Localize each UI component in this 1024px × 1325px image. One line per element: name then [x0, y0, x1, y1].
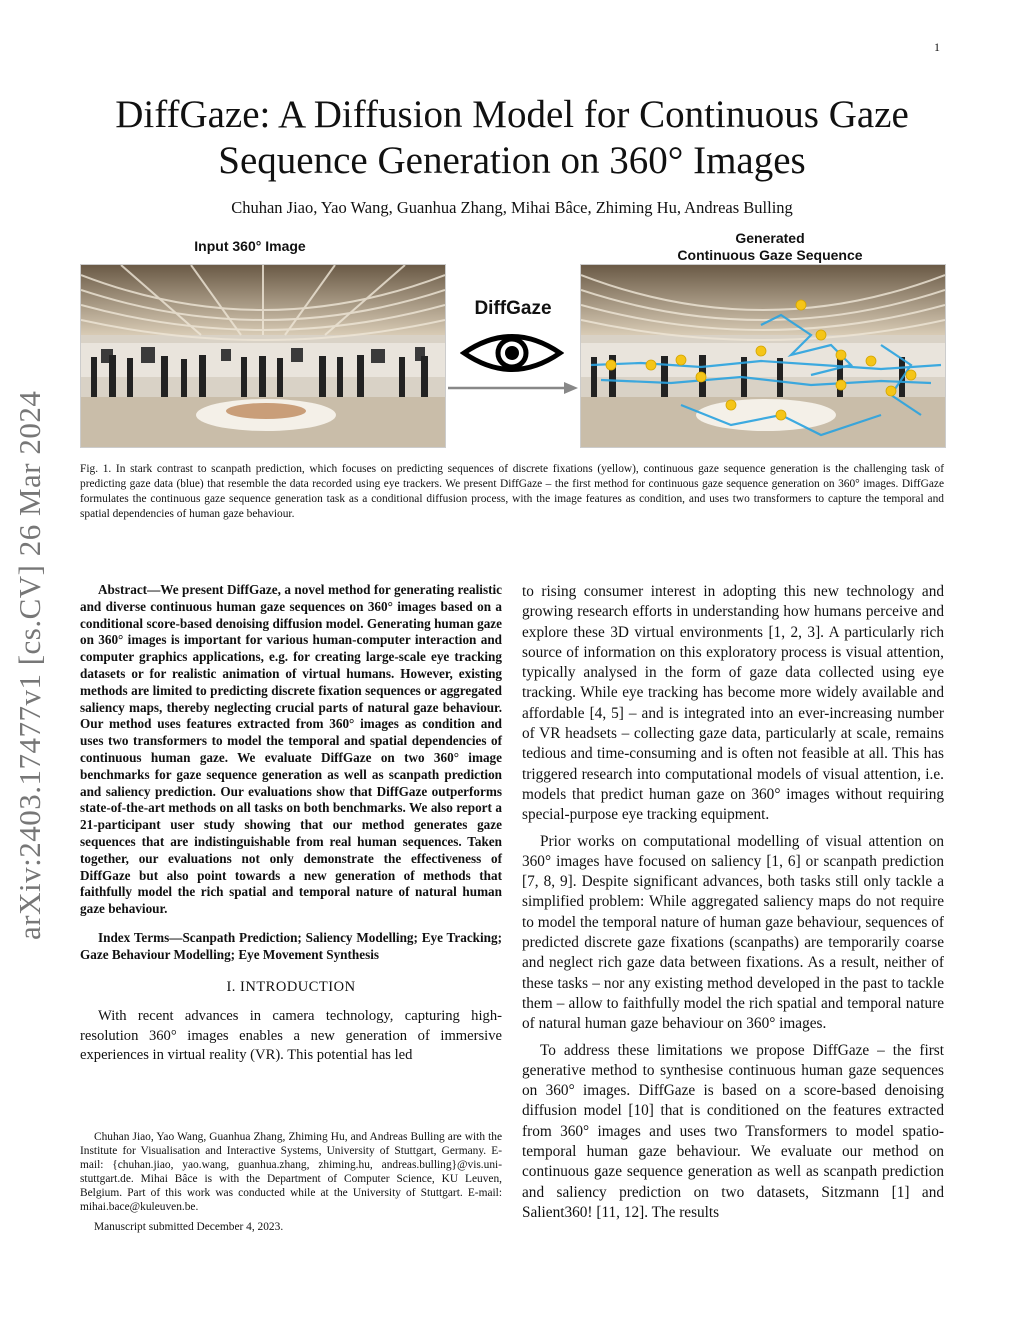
arxiv-identifier: arXiv:2403.17477v1 [cs.CV] 26 Mar 2024 [12, 390, 47, 940]
paper-title: DiffGaze: A Diffusion Model for Continuous Gaze Sequence Generation on 360° Images [115, 93, 909, 182]
eye-icon [460, 328, 564, 378]
input-label: Input 360° Image [194, 238, 306, 254]
submission-footnote: Manuscript submitted December 4, 2023. [94, 1221, 284, 1233]
abstract: Abstract—We present DiffGaze, a novel method for generating realistic and diverse continuous human gaze sequences on 360° images based on a conditional score-based denoising diffusion model. Generating human gaze on 360° images is important for various human-computer interaction and computer graphics applications, e.g. for creating large-scale eye tracking datasets or for realistic animation of virtual humans. However, existing methods are limited to predicting discrete fixation sequences or aggregated saliency maps, thereby neglecting crucial parts of natural gaze behaviour. Our method uses features extracted from 360° images as condition and uses two transformers to model the temporal and spatial dependencies of continuous human gaze. We evaluate DiffGaze on two 360° image benchmarks for gaze sequence generation as well as scanpath prediction and saliency prediction. Our evaluations show that DiffGaze outperforms state-of-the-art methods on all tasks on both benchmarks. We also report a 21-participant user study showing that our method generates gaze sequences that are indistinguishable from real human sequences. Taken together, our evaluations not only demonstrate the effectiveness of DiffGaze but also point towards a new generation of methods that faithfully model the rich spatial and temporal nature of natural human gaze behaviour. [80, 582, 502, 917]
output-panorama-image [580, 264, 946, 448]
index-terms: Index Terms—Scanpath Prediction; Saliency Modelling; Eye Tracking; Gaze Behaviour Modelling; Eye Movement Synthesis [80, 929, 502, 962]
body-paragraph-3: To address these limitations we propose DiffGaze – the first generative method to synthesise continuous human gaze sequences on 360° images. DiffGaze is based on a score-based denoising diffusion model [10] that is conditioned on the features extracted from 360° images and uses two Transformers to model spatio-temporal human gaze behaviour. We evaluate our method on continuous gaze sequence generation as well as scanpath prediction and saliency prediction on two datasets, Sitzmann [1] and Salient360! [11, 12]. The results [522, 1041, 944, 1221]
model-label: DiffGaze [474, 298, 552, 319]
author-list: Chuhan Jiao, Yao Wang, Guanhua Zhang, Mihai Bâce, Zhiming Hu, Andreas Bulling [231, 198, 793, 217]
output-label-line-1: Generated [735, 230, 805, 246]
page-number: 1 [934, 40, 940, 54]
intro-paragraph: With recent advances in camera technology, capturing high-resolution 360° images enables a new generation of immersive experiences in virtual reality (VR). This potential has led [80, 1008, 502, 1064]
output-label-line-2: Continuous Gaze Sequence [677, 247, 863, 263]
body-paragraph-2: Prior works on computational modelling of visual attention on 360° images have focused on saliency [1, 6] or scanpath prediction [7, 8, 9]. Despite significant advances, both tasks still only tackle a simplified problem: While aggregated saliency maps do not require to model the temporal nature of human gaze behaviour, sequences of predicted discrete gaze fixations (scanpaths) are temporarily coarse and neglect rich gaze data between fixations. As a result, neither of these tasks – nor any existing method developed in the past to tackle them – allow to faithfully model the rich spatial and temporal nature of natural human gaze behaviour on 360° images. [522, 832, 944, 1033]
left-column [80, 582, 502, 1072]
body-paragraph-1: to rising consumer interest in adopting this new technology and growing research efforts in understanding how humans perceive and explore these 3D virtual environments [1, 2, 3]. A particularly rich source of information on this exploratory process is visual attention, typically analysed in the form of gaze data collected using eye tracking. While eye tracking has become more widely available and affordable [4, 5] – and is integrated into an ever-increasing number of VR headsets – collecting gaze data, particularly at scale, remains tedious and time-consuming and is often not feasible at all. This has triggered research into computational models of visual attention, i.e. models that predict human gaze on 360° images without requiring special-purpose eye tracking equipment. [522, 583, 944, 824]
output-label [670, 230, 870, 264]
figure-1 [80, 228, 944, 448]
affiliation-footnote: Chuhan Jiao, Yao Wang, Guanhua Zhang, Zhiming Hu, and Andreas Bulling are with the Institute for Visualisation and Interactive Systems, University of Stuttgart, Germany. E-mail: {chuhan.jiao, yao.wang, guanhua.zhang, zhiming.hu, andreas.bulling}@vis.uni-stuttgart.de. Mihai Bâce is with the Department of Computer Science, KU Leuven, Belgium. Part of this work was conducted while at the University of Stuttgart. E-mail: mihai.bace@kuleuven.be. [80, 1131, 502, 1213]
footnotes [80, 1130, 502, 1240]
figure-caption: Fig. 1. In stark contrast to scanpath prediction, which focuses on predicting sequences of discrete fixations (yellow), continuous gaze sequence generation is the challenging task of predicting gaze data (blue) that resemble the data recorded using eye trackers. We present DiffGaze – the first method for continuous gaze sequence generation on 360° images. DiffGaze formulates the continuous gaze sequence generation task as a conditional diffusion process, with the image features as condition, and uses two transformers to capture the temporal and spatial dependencies of human gaze behaviour. [80, 463, 944, 520]
right-column [522, 582, 944, 1229]
arrow-icon [446, 380, 580, 396]
input-panorama-image [80, 264, 446, 448]
section-heading: I. INTRODUCTION [226, 978, 356, 995]
